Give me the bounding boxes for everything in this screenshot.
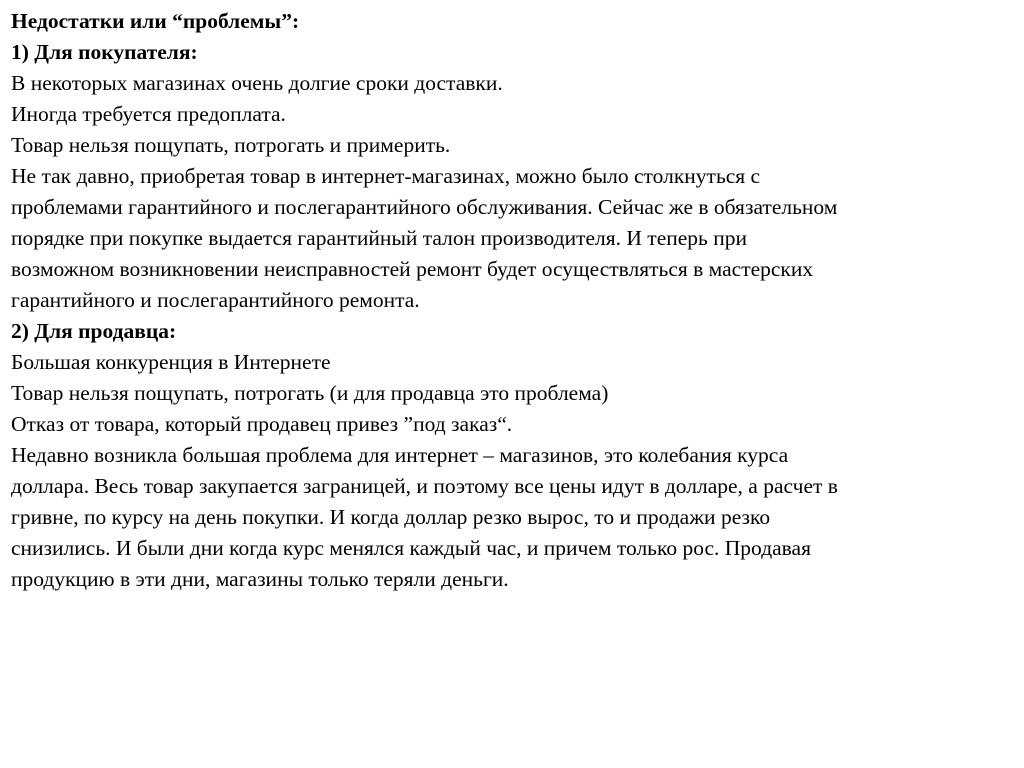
seller-line: Недавно возникла большая проблема для интернет – магазинов, это колебания курса [11,443,789,467]
seller-line: Товар нельзя пощупать, потрогать (и для продавца это проблема) [11,381,609,405]
seller-section-title: 2) Для продавца: [11,319,177,343]
seller-line: снизились. И были дни когда курс менялся каждый час, и причем только рос. Продавая [11,536,811,560]
buyer-line: Иногда требуется предоплата. [11,102,286,126]
buyer-line: порядке при покупке выдается гарантийный талон производителя. И теперь при [11,226,747,250]
buyer-line: гарантийного и послегарантийного ремонта. [11,288,420,312]
buyer-line: Товар нельзя пощупать, потрогать и примерить. [11,133,451,157]
seller-line: продукцию в эти дни, магазины только теряли деньги. [11,567,509,591]
document-page [11,6,1011,595]
seller-line: гривне, по курсу на день покупки. И когда доллар резко вырос, то и продажи резко [11,505,771,529]
buyer-line: проблемами гарантийного и послегарантийного обслуживания. Сейчас же в обязательном [11,195,838,219]
seller-section [11,316,1011,595]
buyer-section-title: 1) Для покупателя: [11,40,198,64]
buyer-section [11,37,1011,316]
seller-line: Отказ от товара, который продавец привез ”под заказ“. [11,412,513,436]
buyer-line: В некоторых магазинах очень долгие сроки доставки. [11,71,503,95]
document-heading: Недостатки или “проблемы”: [11,9,300,33]
buyer-line: возможном возникновении неисправностей ремонт будет осуществляться в мастерских [11,257,814,281]
seller-line: доллара. Весь товар закупается заграницей, и поэтому все цены идут в долларе, а расчет в [11,474,838,498]
seller-line: Большая конкуренция в Интернете [11,350,331,374]
buyer-line: Не так давно, приобретая товар в интернет-магазинах, можно было столкнуться с [11,164,761,188]
